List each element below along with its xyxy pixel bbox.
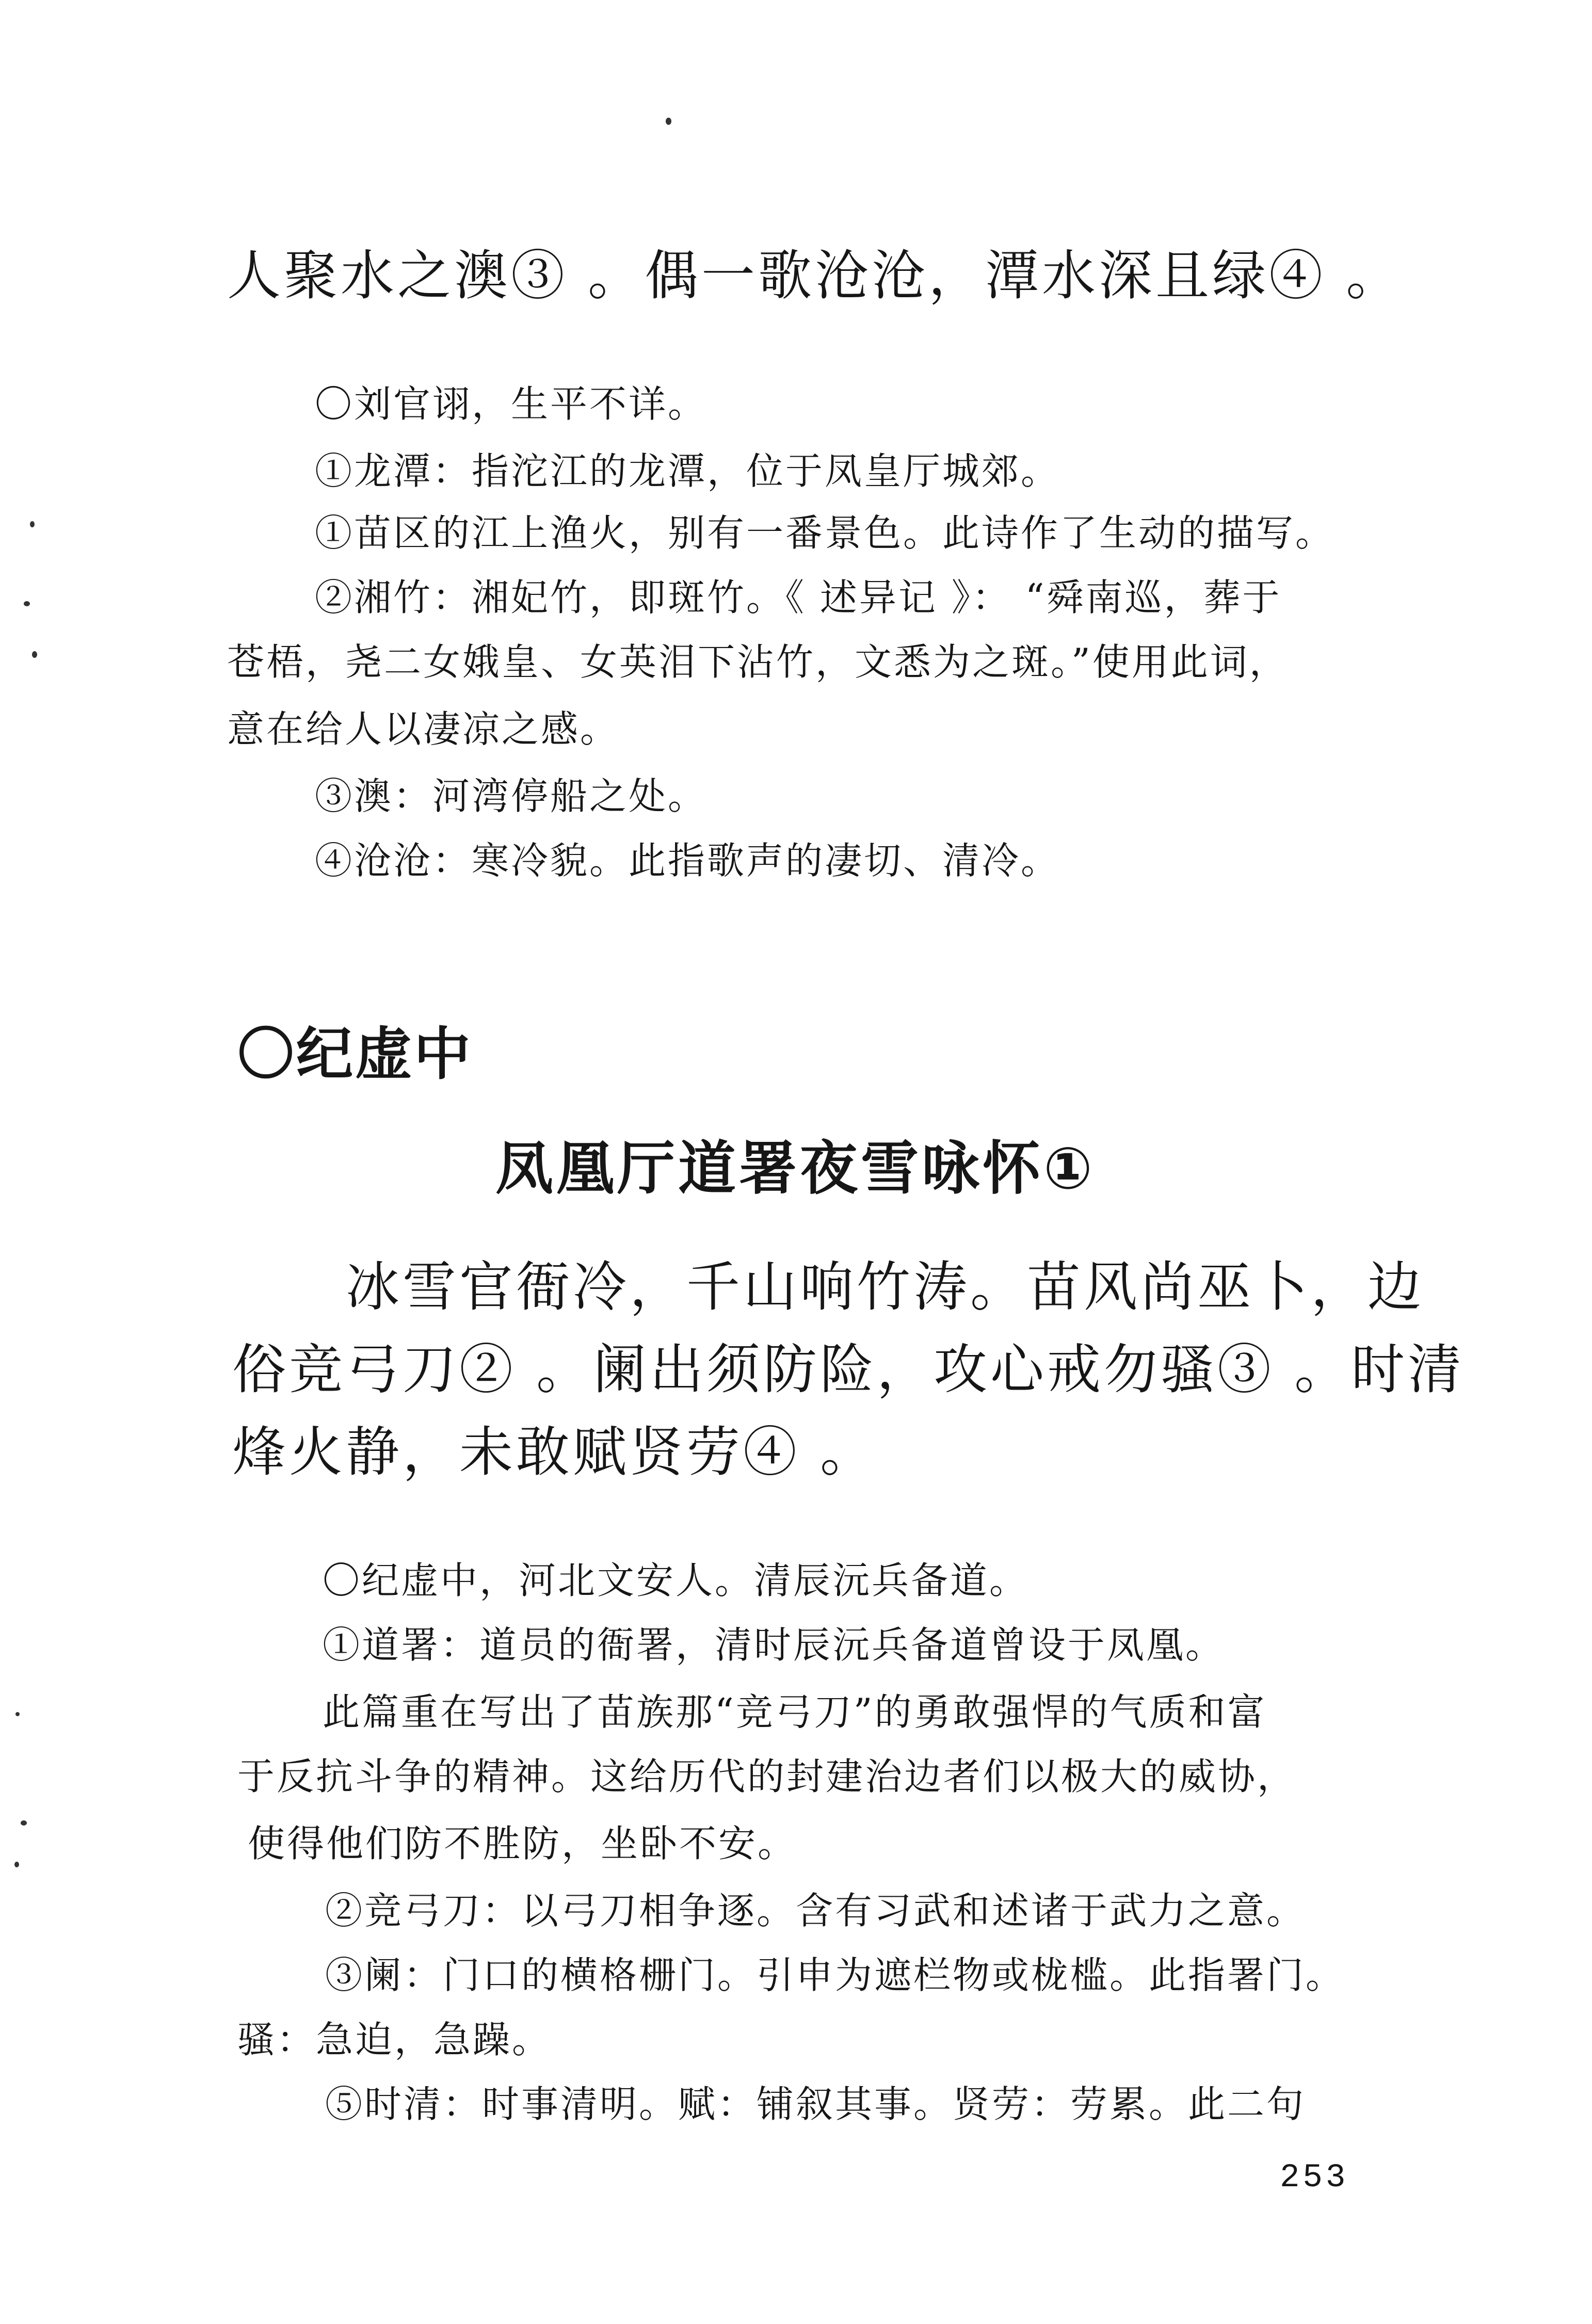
poem2-line: 冰雪官衙冷，千山响竹涛。苗风尚巫卜，边 <box>346 1255 1425 1318</box>
note2-line: 骚：急迫，急躁。 <box>237 2018 552 2061</box>
poem-title: 凤凰厅道署夜雪咏怀① <box>495 1135 1096 1202</box>
note2-line: ①道署：道员的衙署，清时辰沅兵备道曾设于凤凰。 <box>323 1623 1225 1667</box>
scan-speck <box>666 118 671 125</box>
page-number: 253 <box>1280 2159 1349 2197</box>
note2-line: ③阑：门口的横格栅门。引申为遮栏物或栊槛。此指署门。 <box>325 1954 1345 1997</box>
note2-line: 此篇重在写出了苗族那“竞弓刀”的勇敢强悍的气质和富 <box>323 1690 1267 1734</box>
note1-line: 意在给人以凄凉之感。 <box>227 707 620 751</box>
author-heading: 〇纪虚中 <box>237 1021 473 1087</box>
scan-speck <box>15 1712 20 1716</box>
note2-line: 使得他们防不胜防，坐卧不安。 <box>248 1822 797 1865</box>
note2-line: 〇纪虚中，河北文安人。清辰沅兵备道。 <box>323 1559 1029 1602</box>
note1-line: 〇刘官诩，生平不详。 <box>315 382 707 426</box>
poem1-line: 人聚水之澳③ 。偶一歌沧沧，潭水深且绿④ 。 <box>227 244 1403 307</box>
poem2-line: 俗竞弓刀② 。阑出须防险，攻心戒勿骚③ 。时清 <box>232 1338 1465 1401</box>
scan-speck <box>32 651 37 658</box>
poem2-line: 烽火静，未敢赋贤劳④ 。 <box>232 1421 877 1483</box>
note1-line: ③澳：河湾停船之处。 <box>315 774 707 818</box>
note2-line: ②竞弓刀：以弓刀相争逐。含有习武和述诸于武力之意。 <box>325 1889 1306 1932</box>
note1-line: ①苗区的江上渔火，别有一番景色。此诗作了生动的描写。 <box>315 511 1335 555</box>
scan-speck <box>14 1862 19 1867</box>
note1-line: ①龙潭：指沱江的龙潭，位于凤皇厅城郊。 <box>315 449 1060 493</box>
note1-line: ④沧沧：寒冷貌。此指歌声的凄切、清冷。 <box>315 839 1060 882</box>
note1-line: 苍梧，尧二女娥皇、女英泪下沾竹，文悉为之斑。”使用此词， <box>227 640 1289 684</box>
note1-line: ②湘竹：湘妃竹，即斑竹。《 述异记 》： “舜南巡，葬于 <box>315 576 1282 619</box>
scan-speck <box>24 601 30 606</box>
note2-line: 于反抗斗争的精神。这给历代的封建治边者们以极大的威协， <box>237 1755 1297 1798</box>
scan-speck <box>21 1820 27 1826</box>
scan-speck <box>30 521 35 527</box>
note2-line: ⑤时清：时事清明。赋：铺叙其事。贤劳：劳累。此二句 <box>325 2083 1306 2126</box>
